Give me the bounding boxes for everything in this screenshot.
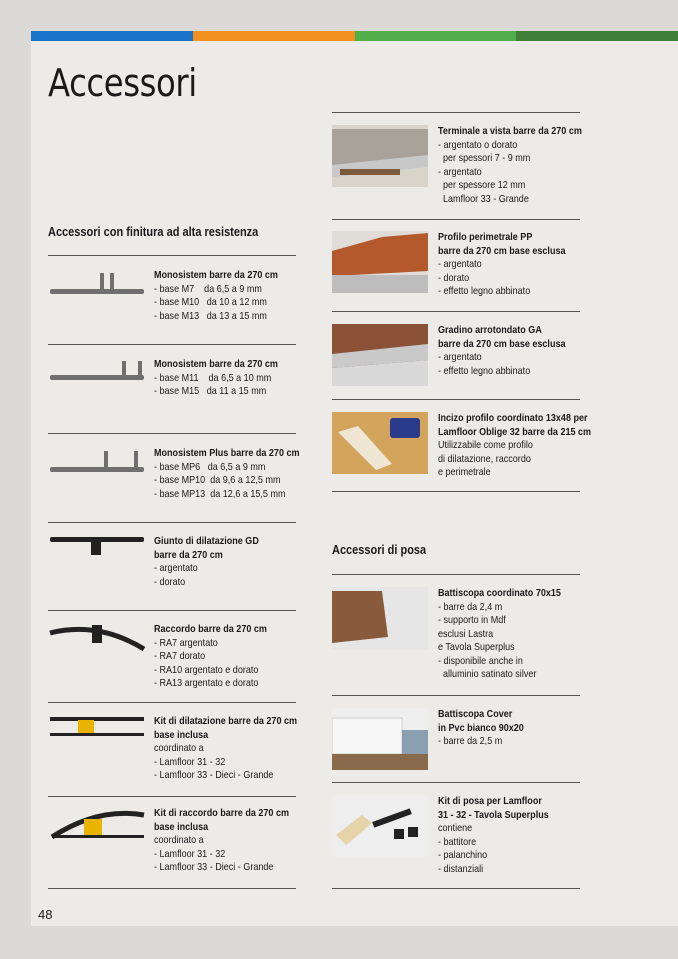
page-title: Accessori xyxy=(48,61,197,105)
color-bar xyxy=(31,31,678,41)
transition-kit-icon xyxy=(48,805,148,845)
transition-profile-icon xyxy=(48,619,148,659)
list-item: Kit di raccordo barre da 270 cm base inclusa coordinato a - Lamfloor 31 - 32 - Lamfloor 33 - Dieci - Grande xyxy=(154,807,290,873)
perimeter-profile-photo xyxy=(332,231,428,293)
list-item: Incizo profilo coordinato 13x48 per Lamfloor Oblige 32 barre da 215 cm Utilizzabile come profilo di dilatazione, raccordo e perimetrale xyxy=(438,412,592,478)
list-item: Kit di posa per Lamfloor 31 - 32 - Tavola Superplus contiene - battitore - palanchino - distanziali xyxy=(438,795,549,875)
list-item: Monosistem Plus barre da 270 cm - base MP6 da 6,5 a 9 mm - base MP10 da 9,6 a 12,5 mm - base MP13 da 12,6 a 15,5 mm xyxy=(154,447,300,500)
skirting-board-photo xyxy=(332,587,428,649)
page-number: 48 xyxy=(38,907,53,922)
list-item: Profilo perimetrale PP barre da 270 cm base esclusa - argentato - dorato - effetto legno abbinato xyxy=(438,231,566,297)
expansion-kit-icon xyxy=(48,711,148,741)
incizo-profile-photo xyxy=(332,412,428,474)
end-profile-photo xyxy=(332,125,428,187)
list-item: Gradino arrotondato GA barre da 270 cm base esclusa - argentato - effetto legno abbinato xyxy=(438,324,566,377)
list-item: Kit di dilatazione barre da 270 cm base inclusa coordinato a - Lamfloor 31 - 32 - Lamfloor 33 - Dieci - Grande xyxy=(154,715,298,781)
pvc-skirting-photo xyxy=(332,708,428,770)
expansion-joint-icon xyxy=(48,531,148,561)
list-item: Giunto di dilatazione GD barre da 270 cm - argentato - dorato xyxy=(154,535,259,588)
section-title-right: Accessori di posa xyxy=(332,543,427,557)
list-item: Battiscopa coordinato 70x15 - barre da 2,4 m - supporto in Mdf esclusi Lastra e Tavola Superplus - disponibile anche in alluminio satinato silver xyxy=(438,587,561,680)
monosistem-profile-icon xyxy=(48,269,148,299)
catalog-page xyxy=(31,31,678,926)
stair-nosing-photo xyxy=(332,324,428,386)
list-item: Raccordo barre da 270 cm - RA7 argentato - RA7 dorato - RA10 argentato e dorato - RA13 argentato e dorato xyxy=(154,623,267,689)
list-item: Terminale a vista barre da 270 cm - argentato o dorato per spessori 7 - 9 mm - argentato per spessore 12 mm Lamfloor 33 - Grande xyxy=(438,125,582,205)
installation-kit-photo xyxy=(332,795,428,857)
monosistem-profile-icon xyxy=(48,357,148,387)
list-item: Battiscopa Cover in Pvc bianco 90x20 - barre da 2,5 m xyxy=(438,708,524,747)
section-title-left: Accessori con finitura ad alta resistenza xyxy=(48,225,259,239)
list-item: Monosistem barre da 270 cm - base M11 da 6,5 a 10 mm - base M15 da 11 a 15 mm xyxy=(154,358,278,397)
list-item: Monosistem barre da 270 cm - base M7 da 6,5 a 9 mm - base M10 da 10 a 12 mm - base M13 da 13 a 15 mm xyxy=(154,269,278,322)
monosistem-plus-profile-icon xyxy=(48,447,148,477)
